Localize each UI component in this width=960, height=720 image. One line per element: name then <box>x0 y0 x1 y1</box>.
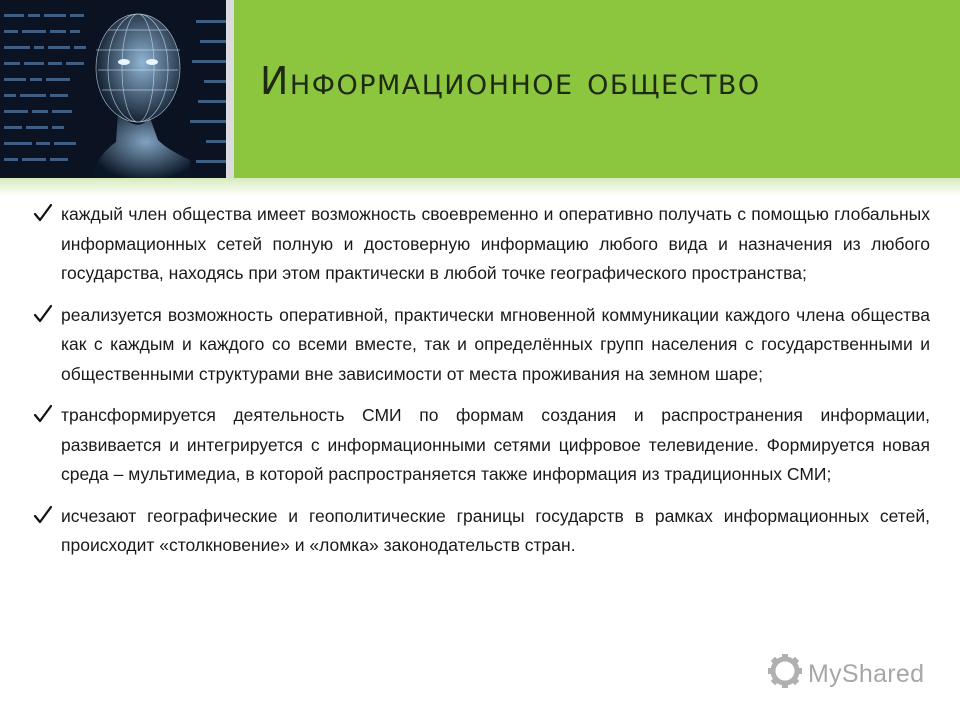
slide-header <box>0 0 960 178</box>
digital-human-head-icon <box>0 0 234 178</box>
bullet-text: реализуется возможность оперативной, практически мгновенной коммуникации каждого члена общества как с каждым и каждого со всеми вместе, так и определённых групп населения с государственными и общественными структурами вне зависимости от места проживания на земном шаре; <box>61 304 930 384</box>
bullet-text: трансформируется деятельность СМИ по формам создания и распространения информации, развивается и интегрируется с информационными сетями цифровое телевидение. Формируется новая среда – мультимедиа, в которой распространяется также информация из традиционных СМИ; <box>61 405 930 484</box>
bullet-item <box>34 401 930 490</box>
myshared-watermark <box>768 656 924 692</box>
bullet-list <box>34 200 930 573</box>
checkmark-icon <box>34 202 52 224</box>
bullet-item <box>34 502 930 561</box>
bullet-item <box>34 200 930 289</box>
watermark-text: MyShared <box>808 659 925 688</box>
header-divider <box>0 178 960 196</box>
slide-title: Информационное общество <box>260 59 761 103</box>
myshared-logo-icon <box>768 654 802 695</box>
bullet-item <box>34 301 930 390</box>
checkmark-icon <box>34 303 52 325</box>
bullet-text: исчезают географические и геополитические границы государств в рамках информационных сетей, происходит «столкновение» и «ломка» законодательств стран. <box>61 505 930 555</box>
bullet-text: каждый член общества имеет возможность своевременно и оперативно получать с помощью глобальных информационных сетей полную и достоверную информацию любого вида и назначения из любого государства, находясь при этом практически в любой точке географического пространства; <box>61 204 930 283</box>
checkmark-icon <box>34 504 52 526</box>
checkmark-icon <box>34 403 52 425</box>
